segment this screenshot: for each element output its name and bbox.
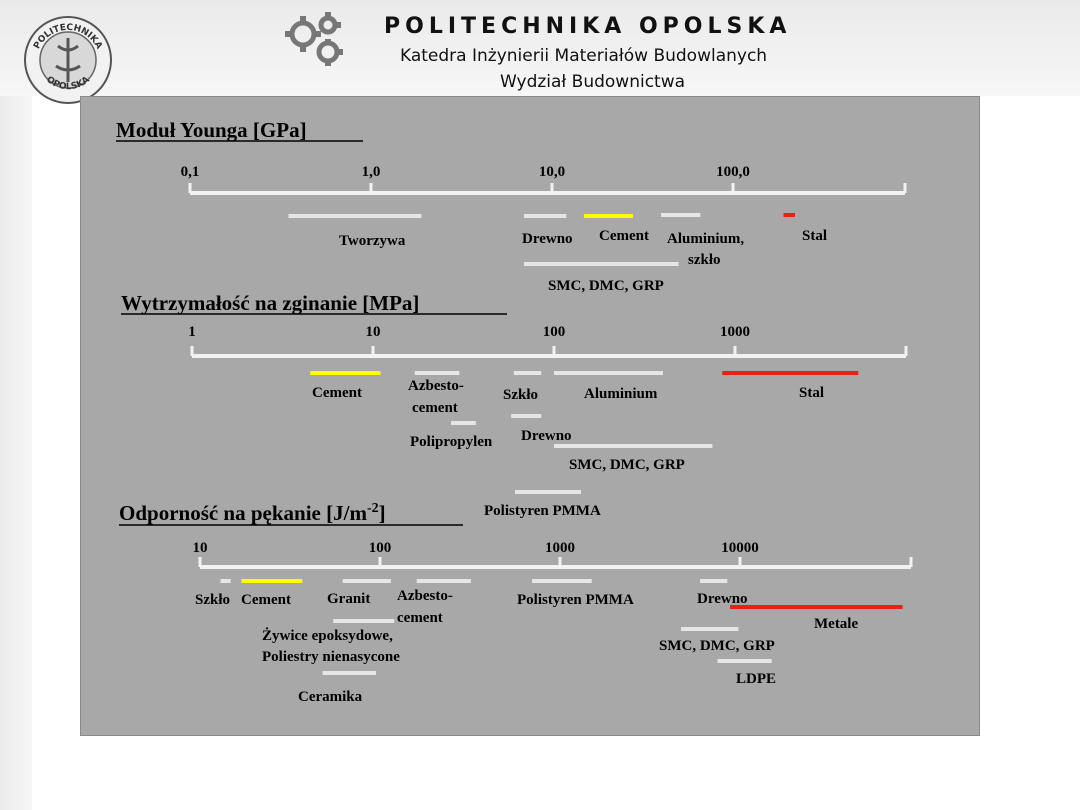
label-cement: Cement bbox=[599, 228, 649, 244]
tick-label: 1000 bbox=[720, 324, 750, 340]
axis-fracture bbox=[193, 540, 912, 567]
university-name: POLITECHNIKA OPOLSKA bbox=[384, 14, 792, 39]
labels-flexural bbox=[312, 378, 824, 519]
university-seal-icon bbox=[22, 14, 114, 106]
tick-label: 100 bbox=[542, 324, 566, 340]
label-cement: Cement bbox=[312, 385, 362, 401]
label-azbesto-line2: cement bbox=[397, 610, 443, 626]
label-stal: Stal bbox=[802, 228, 828, 244]
label-azbesto-line1: Azbesto- bbox=[397, 588, 453, 604]
label-aluminium: Aluminium bbox=[584, 386, 658, 402]
tick-label: 1000 bbox=[545, 540, 575, 556]
label-smc: SMC, DMC, GRP bbox=[569, 457, 685, 473]
tick-label: 10,0 bbox=[538, 164, 566, 180]
label-stray-polistyren: Polistyren PMMA bbox=[484, 503, 601, 519]
label-aluminium-szklo-line2: szkło bbox=[688, 252, 721, 268]
tick-label: 0,1 bbox=[180, 164, 200, 180]
tick-label: 10 bbox=[192, 540, 208, 556]
label-metale: Metale bbox=[814, 616, 859, 632]
section-title-fracture bbox=[119, 501, 386, 525]
label-zywice-line1: Żywice epoksydowe, bbox=[262, 628, 393, 644]
department-name: Katedra Inżynierii Materiałów Budowlanych bbox=[400, 46, 768, 66]
label-drewno: Drewno bbox=[522, 231, 573, 247]
labels-young bbox=[339, 228, 827, 294]
label-cement: Cement bbox=[241, 592, 291, 608]
left-decorative-band bbox=[0, 0, 32, 810]
tick-label: 100 bbox=[368, 540, 392, 556]
section-young-modulus bbox=[116, 118, 905, 294]
label-azbesto-line2: cement bbox=[412, 400, 458, 416]
tick-label: 100,0 bbox=[716, 164, 750, 180]
section-fracture-toughness bbox=[119, 501, 911, 705]
label-smc: SMC, DMC, GRP bbox=[548, 278, 664, 294]
label-drewno: Drewno bbox=[521, 428, 572, 444]
tick-label: 1,0 bbox=[361, 164, 381, 180]
label-polistyren: Polistyren PMMA bbox=[517, 592, 634, 608]
label-ldpe: LDPE bbox=[736, 671, 777, 687]
seal-text-bottom: OPOLSKA bbox=[44, 74, 92, 93]
gears-icon bbox=[285, 12, 345, 72]
label-stal: Stal bbox=[799, 385, 825, 401]
label-aluminium-szklo-line1: Aluminium, bbox=[667, 231, 745, 247]
faculty-name: Wydział Budownictwa bbox=[500, 72, 686, 92]
label-granit: Granit bbox=[327, 591, 371, 607]
tick-label: 10 bbox=[365, 324, 381, 340]
label-szklo: Szkło bbox=[195, 592, 231, 608]
materials-property-diagram bbox=[81, 97, 979, 735]
label-drewno: Drewno bbox=[697, 591, 748, 607]
label-szklo: Szkło bbox=[503, 387, 539, 403]
axis-flexural bbox=[188, 324, 906, 356]
title-main: Odporność na pękanie [J/m bbox=[119, 501, 367, 525]
section-flexural-strength bbox=[121, 291, 906, 519]
label-tworzywa: Tworzywa bbox=[339, 233, 406, 249]
seal-text-top: POLITECHNIKA bbox=[32, 22, 104, 51]
diagram-panel bbox=[80, 96, 980, 736]
title-superscript: -2 bbox=[366, 501, 379, 516]
label-zywice-line2: Poliestry nienasycone bbox=[262, 649, 400, 665]
section-title-flexural: Wytrzymałość na zginanie [MPa] bbox=[121, 291, 420, 315]
label-polipropylen: Polipropylen bbox=[410, 434, 493, 450]
tick-label: 1 bbox=[188, 324, 196, 340]
label-azbesto-line1: Azbesto- bbox=[408, 378, 464, 394]
label-smc: SMC, DMC, GRP bbox=[659, 638, 775, 654]
label-ceramika: Ceramika bbox=[298, 689, 363, 705]
title-end: ] bbox=[378, 501, 386, 525]
section-title-young: Moduł Younga [GPa] bbox=[116, 118, 307, 142]
tick-label: 10000 bbox=[721, 540, 759, 556]
bars-flexural bbox=[310, 373, 858, 446]
axis-young bbox=[181, 164, 905, 193]
